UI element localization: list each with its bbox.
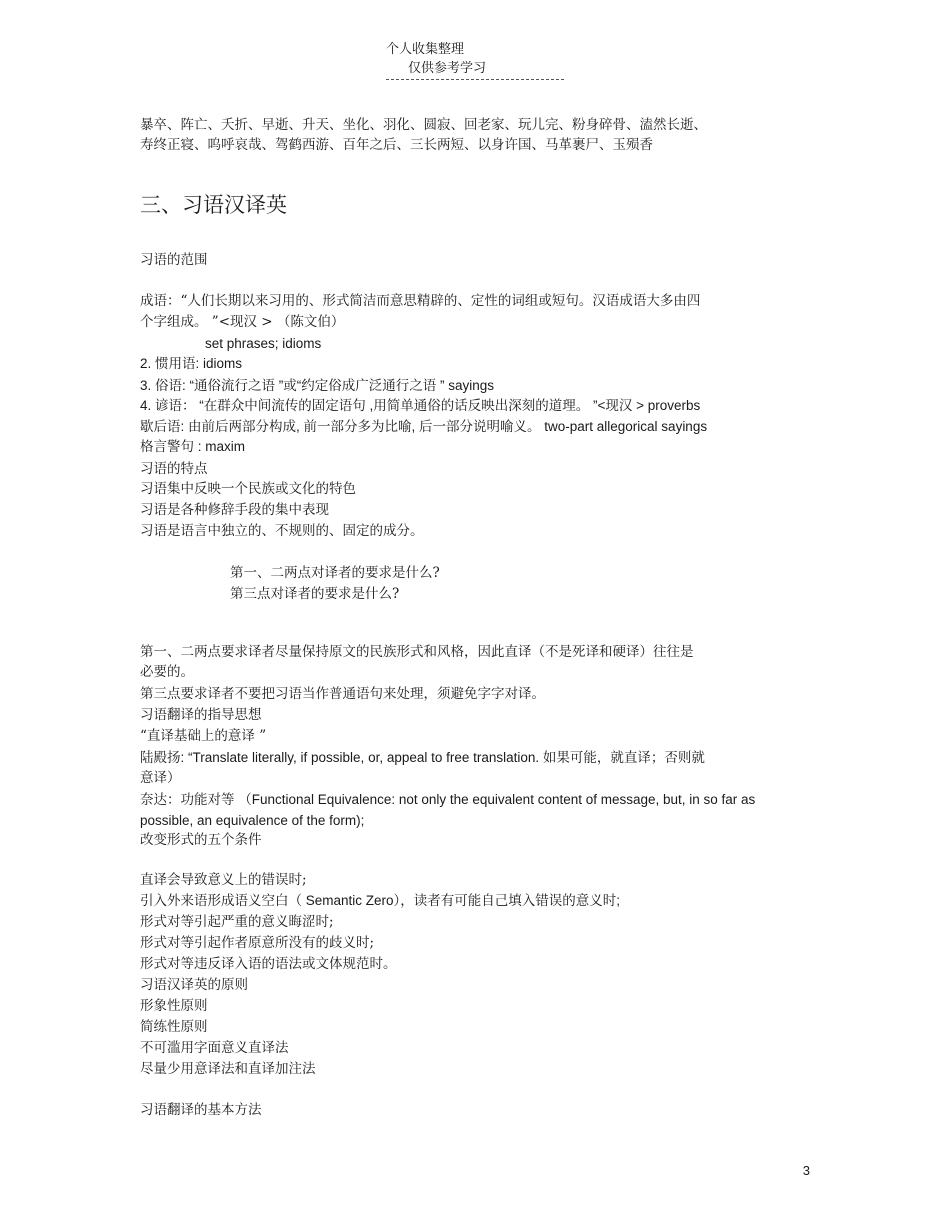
text-line: 简练性原则 — [140, 1019, 208, 1035]
text-line: 第三点要求译者不要把习语当作普通语句来处理，须避免字字对译。 — [140, 686, 545, 702]
text-line: 形式对等引起作者原意所没有的歧义时; — [140, 935, 375, 951]
page-header — [386, 38, 564, 80]
text-line: possible, an equivalence of the form); — [140, 813, 365, 828]
text-line: 4. 谚语： “在群众中间流传的固定语句 ,用简单通俗的话反映出深刻的道理。 ”<现汉 > proverbs — [140, 398, 701, 413]
text-line: 尽量少用意译法和直译加注法 — [140, 1061, 316, 1077]
text-line: 习语翻译的指导思想 — [140, 707, 262, 723]
header-left: 个人收集整理 — [386, 42, 465, 57]
text-line: 寿终正寝、呜呼哀哉、驾鹤西游、百年之后、三长两短、以身许国、马革裹尸、玉殒香 — [140, 137, 653, 153]
text-line: 奈达：功能对等 （Functional Equivalence: not only the equivalent content of message, but, in so far as — [140, 792, 756, 807]
text-line: 意译） — [140, 770, 181, 786]
text-line: 格言警句 : maxim — [140, 439, 246, 454]
question-line: 第一、二两点对译者的要求是什么? — [230, 565, 440, 581]
text-line: 习语是各种修辞手段的集中表现 — [140, 502, 329, 518]
text-line: 必要的。 — [140, 664, 194, 680]
text-line: 习语汉译英的原则 — [140, 977, 248, 993]
text-line: 习语的范围 — [140, 252, 208, 268]
question-line: 第三点对译者的要求是什么? — [230, 586, 400, 602]
header-right: 仅供参考学习 — [408, 61, 487, 76]
text-line: 直译会导致意义上的错误时; — [140, 872, 307, 888]
text-line: 习语集中反映一个民族或文化的特色 — [140, 481, 356, 497]
text-line: 个字组成。 ”<现汉 > （陈文伯） — [140, 314, 345, 330]
text-line: 习语的特点 — [140, 461, 208, 477]
text-line: 引入外来语形成语义空白（ Semantic Zero），读者有可能自己填入错误的意义时; — [140, 893, 621, 908]
text-line: 歇后语: 由前后两部分构成, 前一部分多为比喻, 后一部分说明喻义。 two-part allegorical sayings — [140, 419, 708, 434]
text-line: “直译基础上的意译 ” — [140, 728, 267, 744]
text-line: 第一、二两点要求译者尽量保持原文的民族形式和风格，因此直译（不是死译和硬译）往往是 — [140, 644, 694, 660]
text-line: 不可滥用字面意义直译法 — [140, 1040, 289, 1056]
section-heading: 三、习语汉译英 — [140, 193, 287, 217]
page-number: 3 — [802, 1163, 810, 1178]
text-line: set phrases; idioms — [205, 336, 322, 351]
text-line: 2. 惯用语: idioms — [140, 356, 243, 371]
text-line: 3. 俗语: “通俗流行之语 ”或“约定俗成广泛通行之语 ” sayings — [140, 378, 495, 393]
text-line: 习语是语言中独立的、不规则的、固定的成分。 — [140, 523, 424, 539]
text-line: 形象性原则 — [140, 998, 208, 1014]
text-line: 成语：“人们长期以来习用的、形式简洁而意思精辟的、定性的词组或短句。汉语成语大多由四 — [140, 293, 701, 309]
text-line: 改变形式的五个条件 — [140, 832, 262, 848]
text-line: 陆殿扬: “Translate literally, if possible, or, appeal to free translation. 如果可能，就直译；否则就 — [140, 750, 705, 765]
text-line: 暴卒、阵亡、夭折、早逝、升天、坐化、羽化、圆寂、回老家、玩儿完、粉身碎骨、溘然长逝、 — [140, 117, 707, 133]
text-line: 形式对等违反译入语的语法或文体规范时。 — [140, 956, 397, 972]
text-line: 形式对等引起严重的意义晦涩时; — [140, 914, 334, 930]
text-line: 习语翻译的基本方法 — [140, 1102, 262, 1118]
